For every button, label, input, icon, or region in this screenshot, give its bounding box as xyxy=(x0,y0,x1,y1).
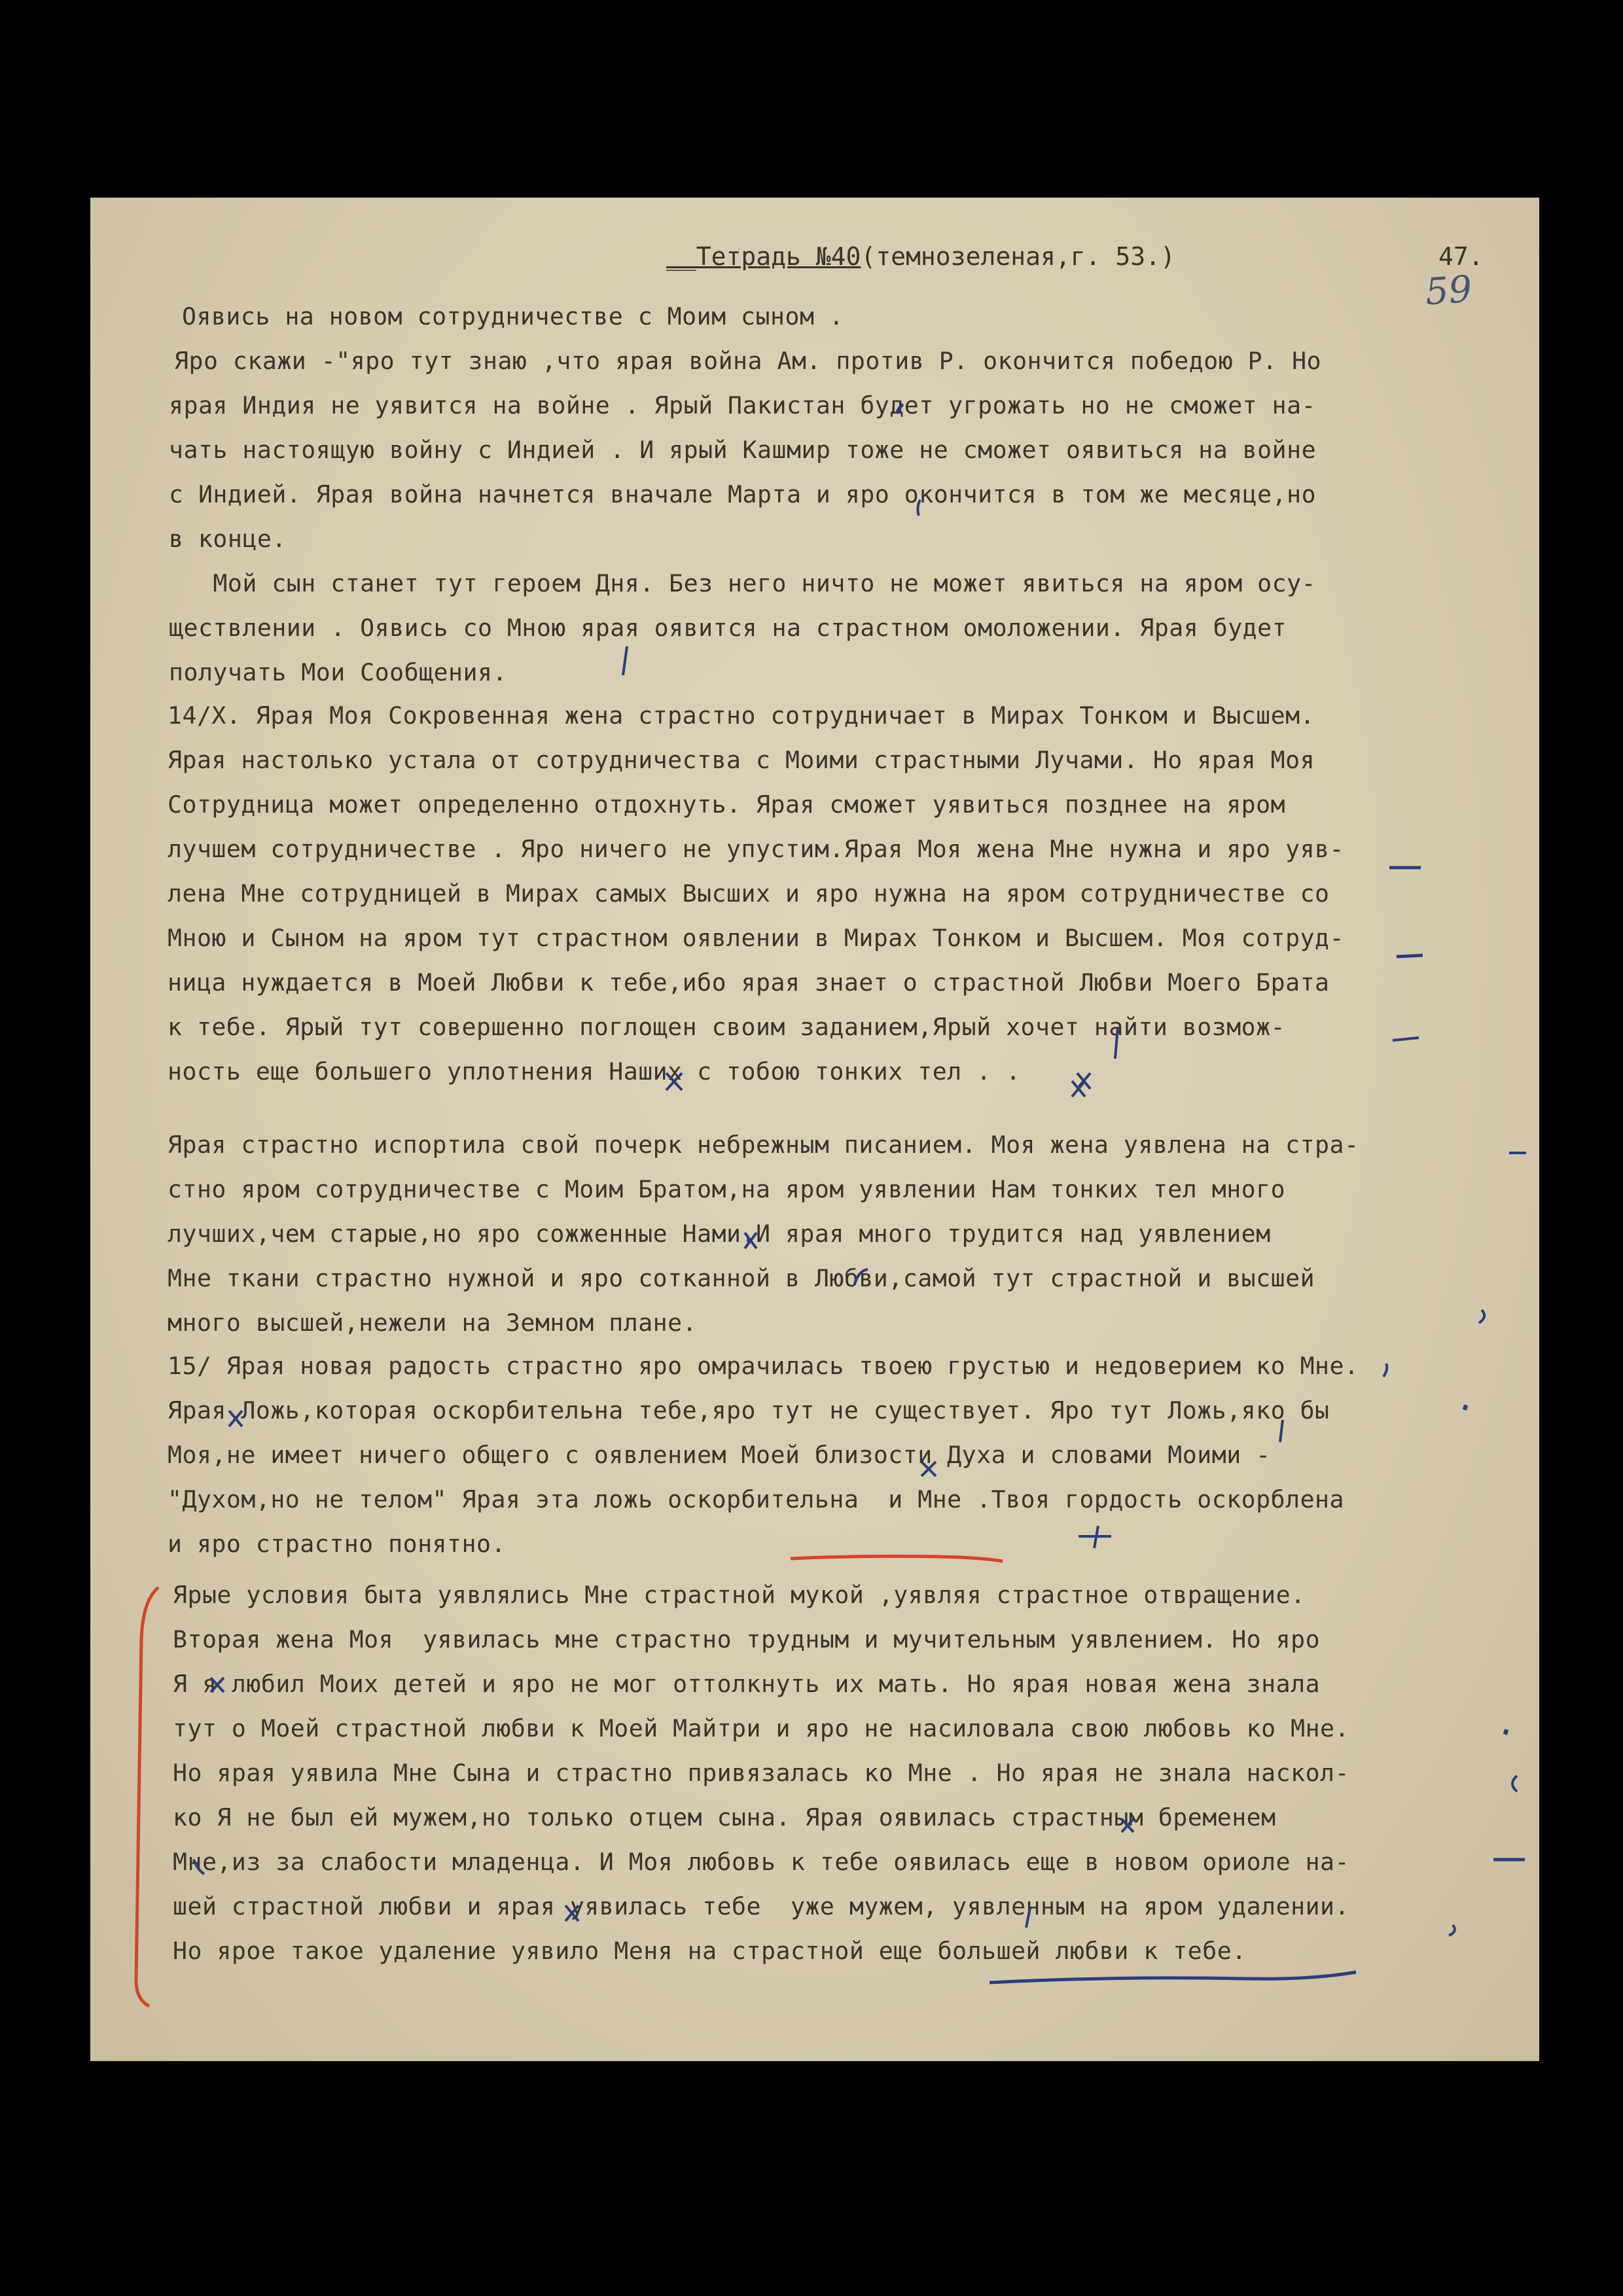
pen-dot-mark xyxy=(1463,1407,1467,1408)
notebook-title: __Тетрадь №40 xyxy=(666,242,861,271)
red-pen-margin-bracket xyxy=(136,1587,158,2006)
text-line: Ярая Ложь,которая оскорбительна тебе,яро тут не существует. Яро тут Ложь,яко бы xyxy=(168,1396,1330,1424)
pen-tick-mark xyxy=(1079,1526,1111,1548)
text-line: получать Мои Сообщения. xyxy=(169,658,507,686)
text-line: ществлении . Оявись со Мною ярая оявится на страстном омоложении. Ярая будет xyxy=(169,614,1287,642)
text-line: Мне,из за слабости младенца. И Моя любовь к тебе оявилась еще в новом ориоле на- xyxy=(173,1848,1349,1876)
text-line: Сотрудница может определенно отдохнуть. Ярая сможет уявиться позднее на яром xyxy=(168,790,1286,819)
pen-tick-mark xyxy=(1479,1310,1484,1323)
pen-tick-mark xyxy=(1512,1776,1517,1792)
archive-page-number: 59 xyxy=(1423,268,1474,314)
text-line: 15/ Ярая новая радость страстно яро омрачилась твоею грустью и недоверием ко Мне. xyxy=(168,1352,1359,1380)
pen-underline xyxy=(990,1972,1356,1983)
text-line: ко Я не был ей мужем,но только отцем сына. Ярая оявилась страстным бременем xyxy=(173,1803,1276,1831)
pen-strike-mark xyxy=(1393,1038,1419,1040)
text-line: в конце. xyxy=(169,525,287,553)
text-line: лучшем сотрудничестве . Яро ничего не упустим.Ярая Моя жена Мне нужна и яро уяв- xyxy=(168,835,1344,863)
pen-tick-mark xyxy=(1449,1925,1455,1935)
pen-dot-mark xyxy=(1504,1731,1508,1733)
text-line: Ярые условия быта уявлялись Мне страстной мукой ,уявляя страстное отвращение. xyxy=(173,1581,1306,1609)
text-line: тут о Моей страстной любви к Моей Майтри и яро не насиловала свою любовь ко Мне. xyxy=(173,1714,1349,1742)
text-line: Я я любил Моих детей и яро не мог оттолкнуть их мать. Но ярая новая жена знала xyxy=(173,1670,1321,1698)
text-line: с Индией. Ярая война начнется вначале Марта и яро окончится в том же месяце,но xyxy=(169,480,1317,508)
text-line: ность еще большего уплотнения Наших с тобою тонких тел . . xyxy=(168,1057,1021,1086)
notebook-header xyxy=(666,242,1175,271)
text-line: Ярая страстно испортила свой почерк небрежным писанием. Моя жена уявлена на стра- xyxy=(168,1131,1359,1159)
text-line: Мною и Сыном на яром тут страстном оявлении в Мирах Тонком и Высшем. Моя сотруд- xyxy=(168,924,1344,952)
text-line: много высшей,нежели на Земном плане. xyxy=(168,1309,698,1337)
text-line: Оявись на новом сотрудничестве с Моим сыном . xyxy=(182,302,844,330)
text-line: Но ярое такое удаление уявило Меня на страстной еще большей любви к тебе. xyxy=(173,1937,1247,1965)
text-line: чать настоящую войну с Индией . И ярый Кашмир тоже не сможет оявиться на войне xyxy=(169,436,1317,464)
text-line: к тебе. Ярый тут совершенно поглощен своим заданием,Ярый хочет найти возмож- xyxy=(168,1013,1286,1041)
text-line: ярая Индия не уявится на войне . Ярый Пакистан будет угрожать но не сможет на- xyxy=(169,391,1317,419)
text-line: и яро страстно понятно. xyxy=(168,1530,506,1558)
text-line: шей страстной любви и ярая уявилась тебе уже мужем, уявленным на яром удалении. xyxy=(173,1892,1349,1920)
text-line: Яро скажи -"яро тут знаю ,что ярая война Ам. против Р. окончится победою Р. Но xyxy=(174,347,1322,375)
text-line: ница нуждается в Моей Любви к тебе,ибо ярая знает о страстной Любви Моего Брата xyxy=(168,968,1330,997)
text-line: лена Мне сотрудницей в Мирах самых Высших и яро нужна на яром сотрудничестве со xyxy=(168,879,1330,908)
text-line: "Духом,но не телом" Ярая эта ложь оскорбительна и Мне .Твоя гордость оскорблена xyxy=(168,1485,1344,1513)
notebook-subtitle: (темнозеленая,г. 53.) xyxy=(861,242,1175,271)
text-line: Вторая жена Моя уявилась мне страстно трудным и мучительным уявлением. Но яро xyxy=(173,1625,1321,1653)
text-line: Но ярая уявила Мне Сына и страстно привязалась ко Мне . Но ярая не знала наскол- xyxy=(173,1759,1349,1787)
text-line: Мой сын станет тут героем Дня. Без него ничто не может явиться на яром осу- xyxy=(169,569,1317,597)
pen-x-mark xyxy=(1072,1081,1085,1097)
pen-dash-mark xyxy=(1397,955,1423,957)
text-line: Ярая настолько устала от сотрудничества с Моими страстными Лучами. Но ярая Моя xyxy=(168,746,1315,774)
document-page xyxy=(90,198,1539,2061)
pen-tick-mark xyxy=(1383,1364,1387,1377)
red-pen-underline xyxy=(791,1556,1003,1561)
text-line: Моя,не имеет ничего общего с оявлением Моей близости Духа и словами Моими - xyxy=(168,1441,1271,1469)
page-number: 47. xyxy=(1438,242,1484,271)
text-line: 14/X. Ярая Моя Сокровенная жена страстно сотрудничает в Мирах Тонком и Высшем. xyxy=(168,701,1315,730)
text-line: стно яром сотрудничестве с Моим Братом,на яром уявлении Нам тонких тел много xyxy=(168,1175,1286,1203)
text-line: Мне ткани страстно нужной и яро сотканной в Любви,самой тут страстной и высшей xyxy=(168,1264,1315,1292)
text-line: лучших,чем старые,но яро сожженные Нами.И ярая много трудится над уявлением xyxy=(168,1220,1271,1248)
pen-x-mark xyxy=(1077,1073,1090,1089)
pen-tick-mark xyxy=(623,646,627,675)
